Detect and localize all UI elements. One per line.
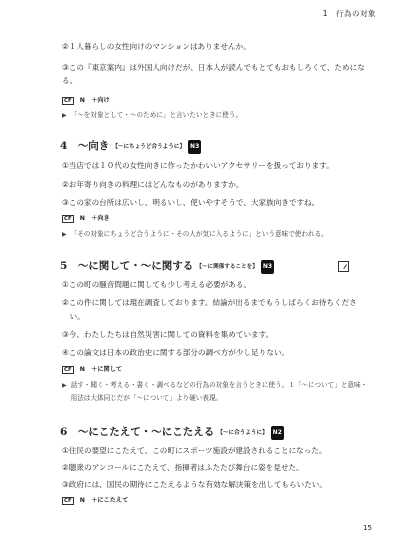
jlpt-level-badge: N3 (188, 140, 201, 154)
example-sentence: ①住民の要望にこたえて、この町にスポーツ施設が建設されることになった。 (62, 446, 327, 455)
usage-note: ▶ 「～を対象として・～のために」と言いたいときに使う。 (62, 111, 243, 119)
checkmark-icon (338, 261, 349, 272)
conjugation-form-icon: CF (64, 367, 72, 373)
triangle-bullet-icon: ▶ (62, 382, 67, 389)
chapter-header: 1 行為の対象 (322, 9, 376, 18)
section-heading: 5 ～に関して・～に関する 【～に関係することを】 N3 (60, 260, 273, 272)
conjugation-form-icon: CF (64, 98, 72, 104)
conjugation-form-icon: CF (64, 498, 72, 504)
example-sentence: ③この家の台所は広いし、明るいし、使いやすそうで、大家族向きですね。 (62, 198, 320, 207)
usage-note: ▶ 「その対象にちょうど合うように・その人が気に入るように」という意味で使われる。 (62, 230, 328, 238)
section-heading: 4 ～向き 【～にちょうど合うように】 N3 (60, 140, 200, 152)
page-number: 15 (363, 524, 372, 532)
triangle-bullet-icon: ▶ (62, 112, 67, 119)
usage-note: 用法は大体同じだが「～について」より硬い表現。 (70, 394, 223, 402)
grammar-pattern: CF N ＋向き (64, 215, 110, 222)
example-sentence: る。 (62, 76, 78, 85)
example-sentence: ②１人暮らしの女性向けのマンションはありませんか。 (62, 42, 251, 51)
example-sentence: ②お年寄り向きの料理にはどんなものがありますか。 (62, 180, 244, 189)
example-sentence: ③この『東京案内』は外国人向けだが、日本人が読んでもとてもおもしろくて、ためにな (62, 63, 365, 72)
example-sentence: ①当店では１０代の女性向きに作ったかわいいアクセサリーを扱っております。 (62, 161, 334, 170)
example-sentence: ②聴衆のアンコールにこたえて、指揮者はふたたび舞台に姿を見せた。 (62, 463, 304, 472)
jlpt-level-badge: N3 (261, 260, 274, 274)
jlpt-level-badge: N2 (271, 426, 284, 440)
example-sentence: ③今、わたしたちは自然災害に関しての資料を集めています。 (62, 330, 274, 339)
usage-note: ▶ 話す・聞く・考える・書く・調べるなどの行為の対象を言うときに使う。１「～について」と意味・ (62, 381, 368, 389)
section-heading: 6 ～にこたえて・～にこたえる 【～に合うように】 N2 (60, 426, 282, 438)
example-sentence: ④この論文は日本の政治史に関する部分の調べ方が少し足りない。 (62, 348, 290, 357)
grammar-pattern: CF N ＋にこたえて (64, 497, 129, 504)
grammar-pattern: CF N ＋に関して (64, 366, 123, 373)
triangle-bullet-icon: ▶ (62, 231, 67, 238)
example-sentence: ①この町の騒音問題に関しても少し考える必要がある。 (62, 280, 252, 289)
example-sentence: い。 (62, 312, 85, 321)
grammar-pattern: CF N ＋向け (64, 97, 110, 104)
conjugation-form-icon: CF (64, 216, 72, 222)
example-sentence: ③政府には、国民の期待にこたえるような有効な解決策を出してもらいたい。 (62, 480, 327, 489)
example-sentence: ②この件に関しては現在調査しております。結論が出るまでもうしばらくお待ちくださ (62, 298, 357, 307)
